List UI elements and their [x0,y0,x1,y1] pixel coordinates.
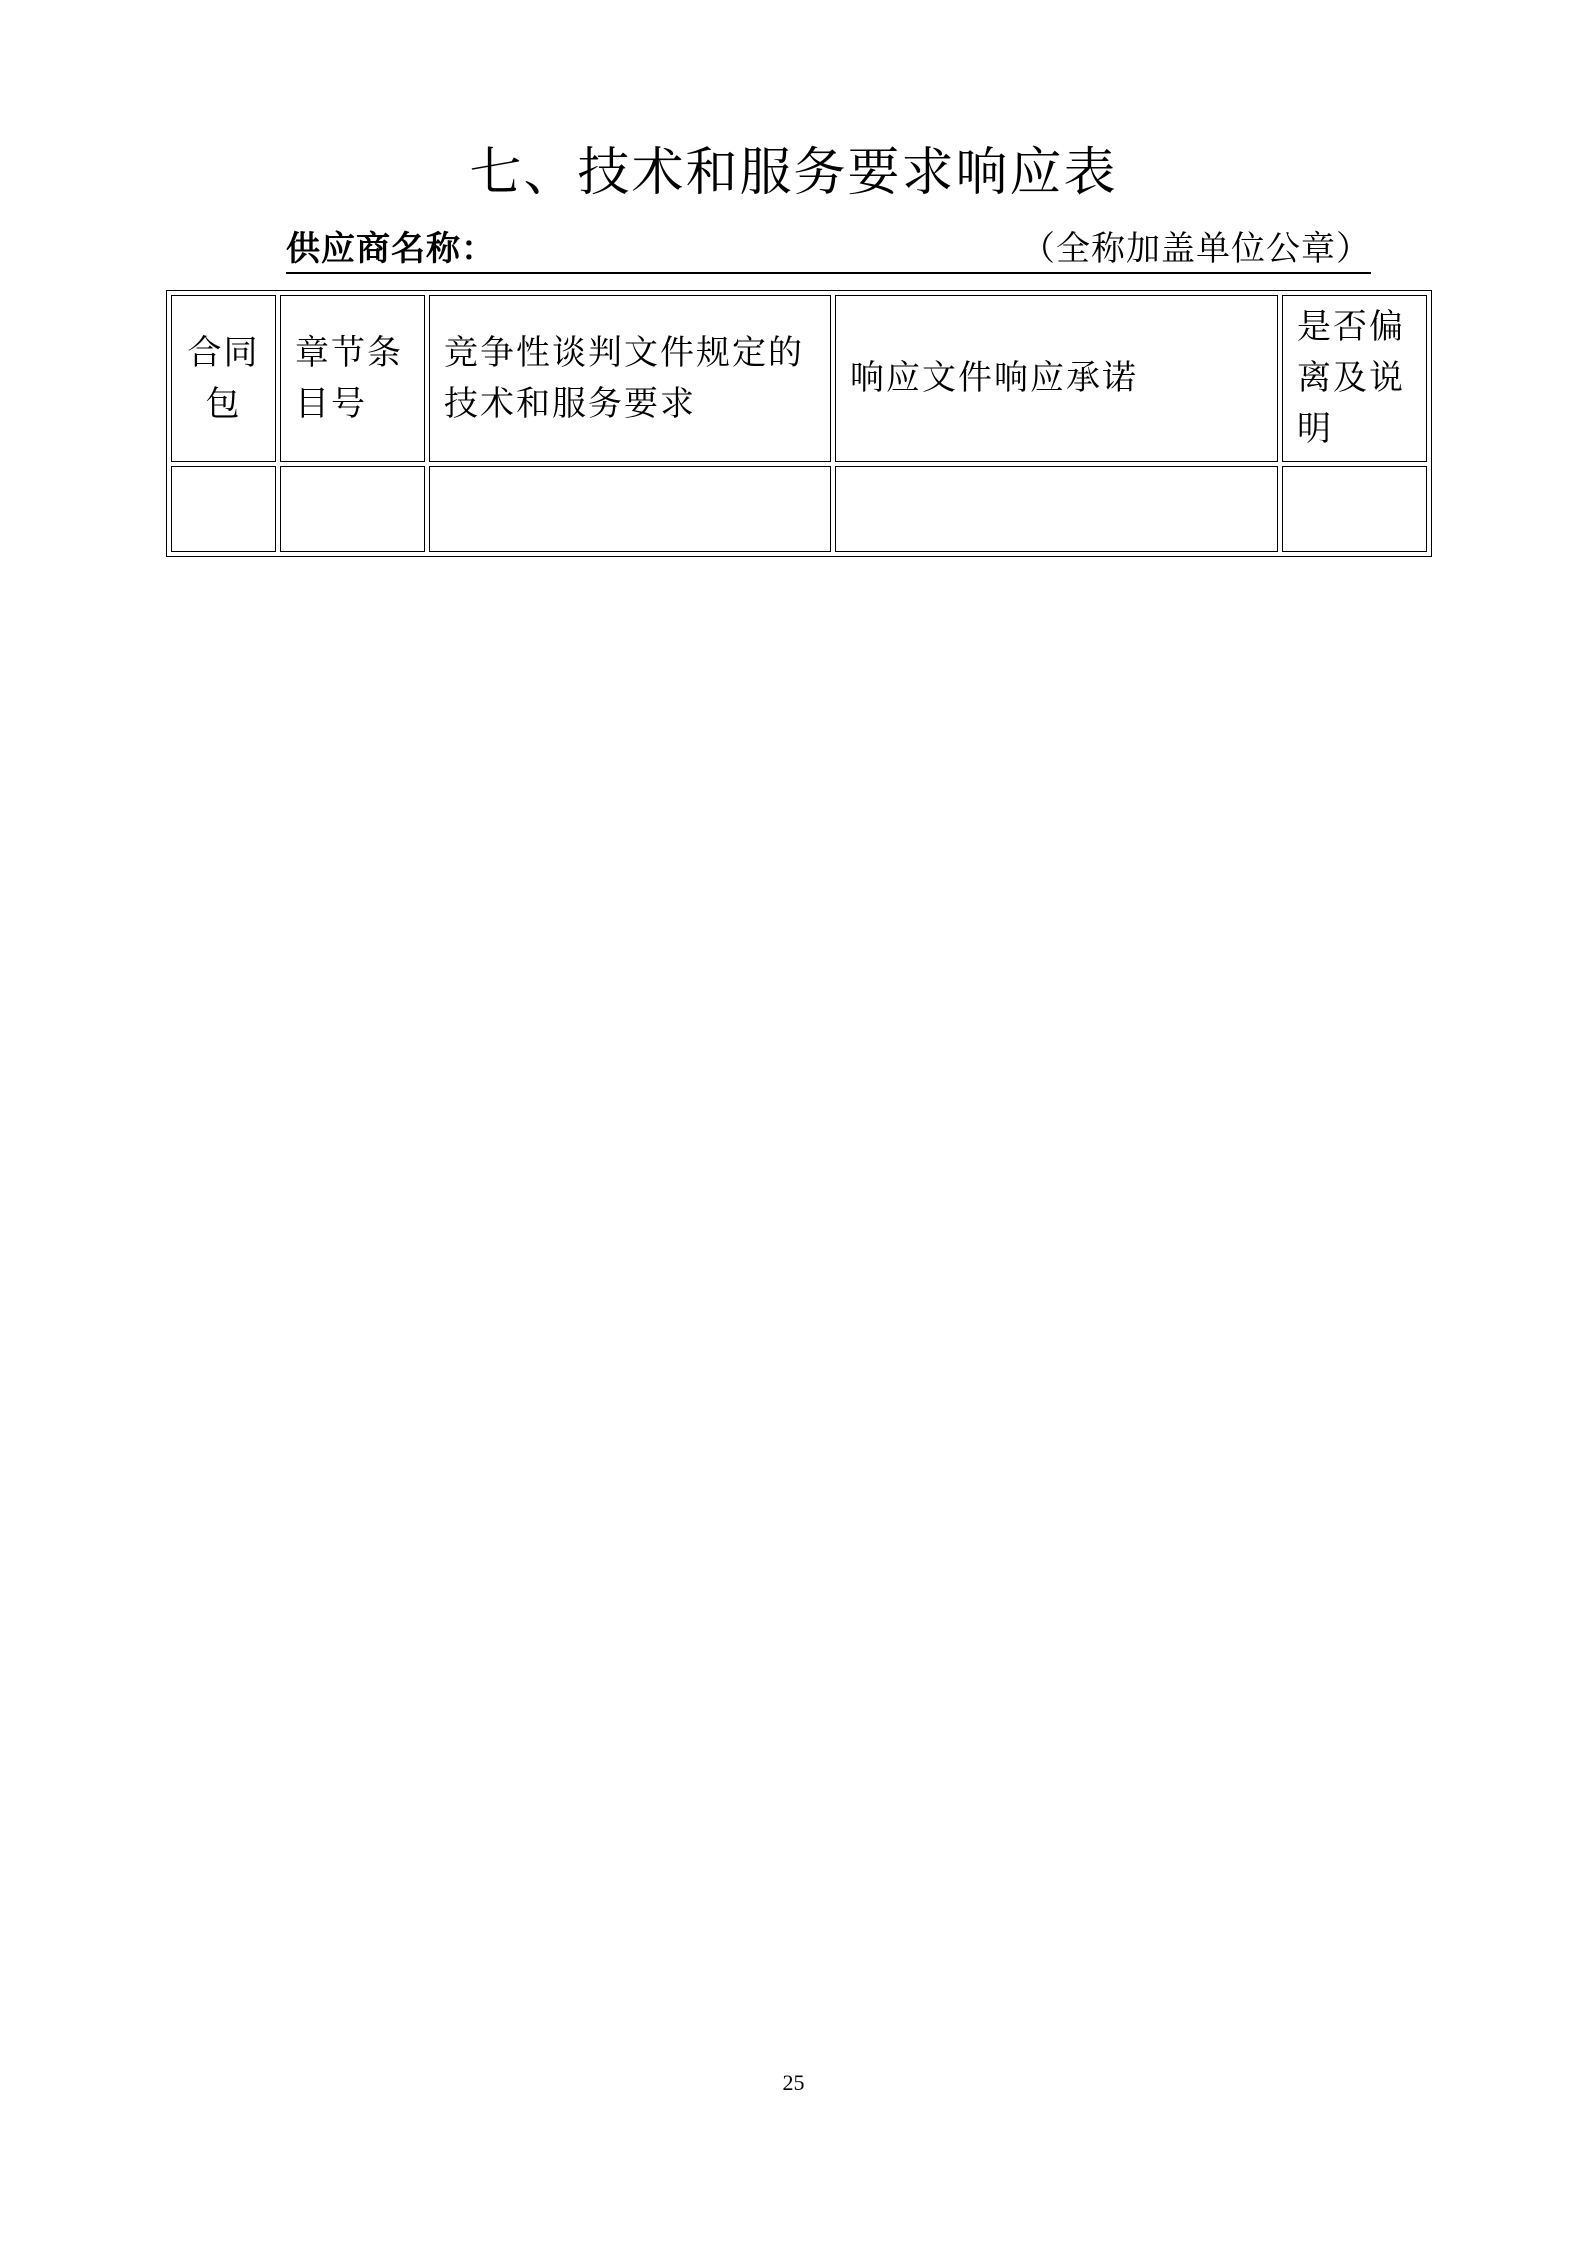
supplier-name-line [286,226,1371,274]
supplier-name-label: 供应商名称： [286,229,496,269]
header-technical-service-requirements: 竞争性谈判文件规定的技术和服务要求 [429,295,831,462]
header-response-commitment: 响应文件响应承诺 [835,295,1278,462]
page-number: 25 [782,2070,805,2095]
header-contract-package: 合同包 [171,295,276,462]
cell-contract-package [171,466,276,552]
cell-technical-service-requirements [429,466,831,552]
header-deviation-explanation: 是否偏离及说明 [1282,295,1427,462]
response-table [166,290,1432,557]
table-header-row [171,295,1427,462]
cell-response-commitment [835,466,1278,552]
cell-deviation-explanation [1282,466,1427,552]
header-section-item-number: 章节条目号 [280,295,425,462]
page-title: 七、技术和服务要求响应表 [469,143,1118,203]
cell-section-item-number [280,466,425,552]
supplier-seal-note: （全称加盖单位公章） [1021,229,1371,269]
table-row [171,466,1427,552]
